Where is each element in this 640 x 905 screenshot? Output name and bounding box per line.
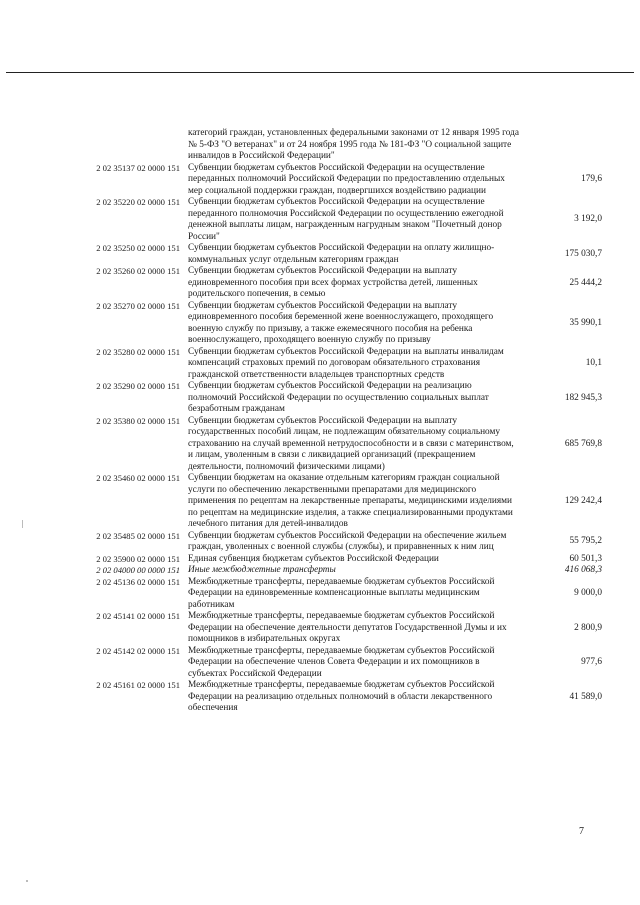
- row-code: 2 02 35380 02 0000 151: [96, 415, 180, 426]
- table-row: [0, 611, 640, 646]
- row-amount: 41 589,0: [569, 691, 602, 702]
- row-code: 2 02 35290 02 0000 151: [96, 381, 180, 391]
- row-text: Единая субвенция бюджетам субъектов Российской Федерации: [188, 553, 439, 564]
- table-row: [0, 416, 640, 474]
- row-code: 2 02 35460 02 0000 151: [96, 473, 180, 483]
- row-amount: 685 769,8: [564, 438, 602, 449]
- row-text: Иные межбюджетные трансферты: [188, 565, 336, 575]
- row-text: Субвенции бюджетам субъектов Российской Федерации на реализацию полномочий Российской Федерации по осуществлению социальных выплат безработным гражданам: [188, 381, 489, 414]
- row-text: Субвенции бюджетам субъектов Российской Федерации на выплаты инвалидам компенсаций страховых премий по договорам обязательного страхования гражданской ответственности владельцев транспортных средств: [188, 346, 504, 380]
- row-text: Межбюджетные трансферты, передаваемые бюджетам субъектов Российской Федерации на обеспечение деятельности депутатов Государственной Думы и их помощников в избирательных округах: [188, 611, 507, 644]
- row-amount: 2 800,9: [574, 622, 602, 633]
- row-amount: 9 000,0: [574, 588, 602, 598]
- table-row-subtotal: [0, 565, 640, 577]
- row-text: Субвенции бюджетам на оказание отдельным категориям граждан социальной услуги по обеспечению лекарственными препаратами для медицинского применения по рецептам на лекарственные препараты, медицинскими изделиями по рецептам на медицинские изделия, а также специализированными продуктами лечебного питания для детей-инвалидов: [188, 473, 513, 529]
- row-code: 2 02 04000 00 0000 151: [96, 565, 180, 575]
- table-row: [0, 266, 640, 301]
- row-text: Субвенции бюджетам субъектов Российской Федерации на обеспечение жильем граждан, уволенных с военной службы (службы), и приравненных к ним лиц: [188, 530, 507, 552]
- row-code: 2 02 35485 02 0000 151: [96, 530, 180, 541]
- row-amount: 35 990,1: [569, 317, 602, 328]
- row-amount: 60 501,3: [569, 553, 602, 564]
- table-row: [0, 163, 640, 198]
- row-text: Межбюджетные трансферты, передаваемые бюджетам субъектов Российской Федерации на единовременные компенсационные выплаты медицинским работникам: [188, 576, 495, 610]
- table-row: [0, 243, 640, 266]
- row-amount: 129 242,4: [564, 496, 602, 506]
- table-row: [0, 577, 640, 612]
- row-amount: 25 444,2: [569, 277, 602, 288]
- scan-mark: [26, 880, 28, 882]
- row-text: категорий граждан, установленных федеральными законами от 12 января 1995 года № 5-ФЗ "О ветеранах" и от 24 ноября 1995 года № 181-ФЗ "О социальной защите инвалидов в Российской Федерации": [188, 128, 519, 161]
- row-text: Субвенции бюджетам субъектов Российской Федерации на оплату жилищно-коммунальных услуг отдельным категориям граждан: [188, 243, 495, 265]
- row-amount: 3 192,0: [574, 214, 602, 225]
- row-amount: 175 030,7: [564, 248, 602, 259]
- table-row: [0, 473, 640, 531]
- row-code: 2 02 35250 02 0000 151: [96, 243, 180, 253]
- row-text: Субвенции бюджетам субъектов Российской Федерации на осуществление переданных полномочий Российской Федерации по предоставлению отдельных мер социальной поддержки граждан, подвергшихся воздействию радиации: [188, 162, 505, 196]
- row-code: 2 02 45142 02 0000 151: [96, 645, 180, 656]
- row-code: 2 02 45136 02 0000 151: [96, 576, 180, 587]
- row-code: 2 02 35137 02 0000 151: [96, 162, 180, 173]
- row-code: 2 02 45141 02 0000 151: [96, 611, 180, 621]
- table-row: [0, 554, 640, 566]
- row-code: 2 02 45161 02 0000 151: [96, 680, 180, 690]
- row-code: 2 02 35270 02 0000 151: [96, 300, 180, 311]
- table-row: [0, 680, 640, 715]
- row-code: 2 02 35900 02 0000 151: [96, 553, 180, 564]
- header-rule: [6, 72, 634, 73]
- table-row: [0, 301, 640, 347]
- row-code: 2 02 35260 02 0000 151: [96, 266, 180, 276]
- row-amount: 55 795,2: [569, 536, 602, 547]
- page-number: 7: [579, 826, 584, 837]
- row-text: Субвенции бюджетам субъектов Российской Федерации на выплату государственных пособий лицам, не подлежащим обязательному социальному страхованию на случай временной нетрудоспособности и в связи с материнством, и лицам, уволенным в связи с ликвидацией организаций (прекращением деятельности, полномочий физическими лицами): [188, 415, 514, 472]
- table-row: [0, 197, 640, 243]
- row-amount: 416 068,3: [564, 565, 602, 575]
- row-amount: 977,6: [581, 657, 602, 667]
- budget-table: [0, 128, 640, 715]
- row-text: Субвенции бюджетам субъектов Российской Федерации на осуществление переданного полномочия Российской Федерации по осуществлению ежегодной денежной выплаты лицам, награжденным нагрудным знаком "Почетный донор России": [188, 197, 504, 242]
- table-row: [0, 646, 640, 681]
- row-amount: 182 945,3: [564, 392, 602, 403]
- row-text: Субвенции бюджетам субъектов Российской Федерации на выплату единовременного пособия беременной жене военнослужащего, проходящего военную службу по призыву, а также ежемесячного пособия на ребенка военнослужащего, проходящего военную службу по призыву: [188, 300, 494, 345]
- row-text: Межбюджетные трансферты, передаваемые бюджетам субъектов Российской Федерации на обеспечение членов Совета Федерации и их помощников в субъектах Российской Федерации: [188, 645, 495, 679]
- table-row: [0, 347, 640, 382]
- row-text: Субвенции бюджетам субъектов Российской Федерации на выплату единовременного пособия при всех формах устройства детей, лишенных родительского попечения, в семью: [188, 266, 478, 299]
- row-amount: 179,6: [581, 174, 602, 184]
- row-amount: 10,1: [585, 358, 602, 368]
- row-text: Межбюджетные трансферты, передаваемые бюджетам субъектов Российской Федерации на реализацию отдельных полномочий в области лекарственного обеспечения: [188, 680, 495, 713]
- row-code: 2 02 35280 02 0000 151: [96, 346, 180, 357]
- table-row: [0, 531, 640, 554]
- row-code: 2 02 35220 02 0000 151: [96, 197, 180, 207]
- table-row: [0, 381, 640, 416]
- table-row: [0, 128, 640, 163]
